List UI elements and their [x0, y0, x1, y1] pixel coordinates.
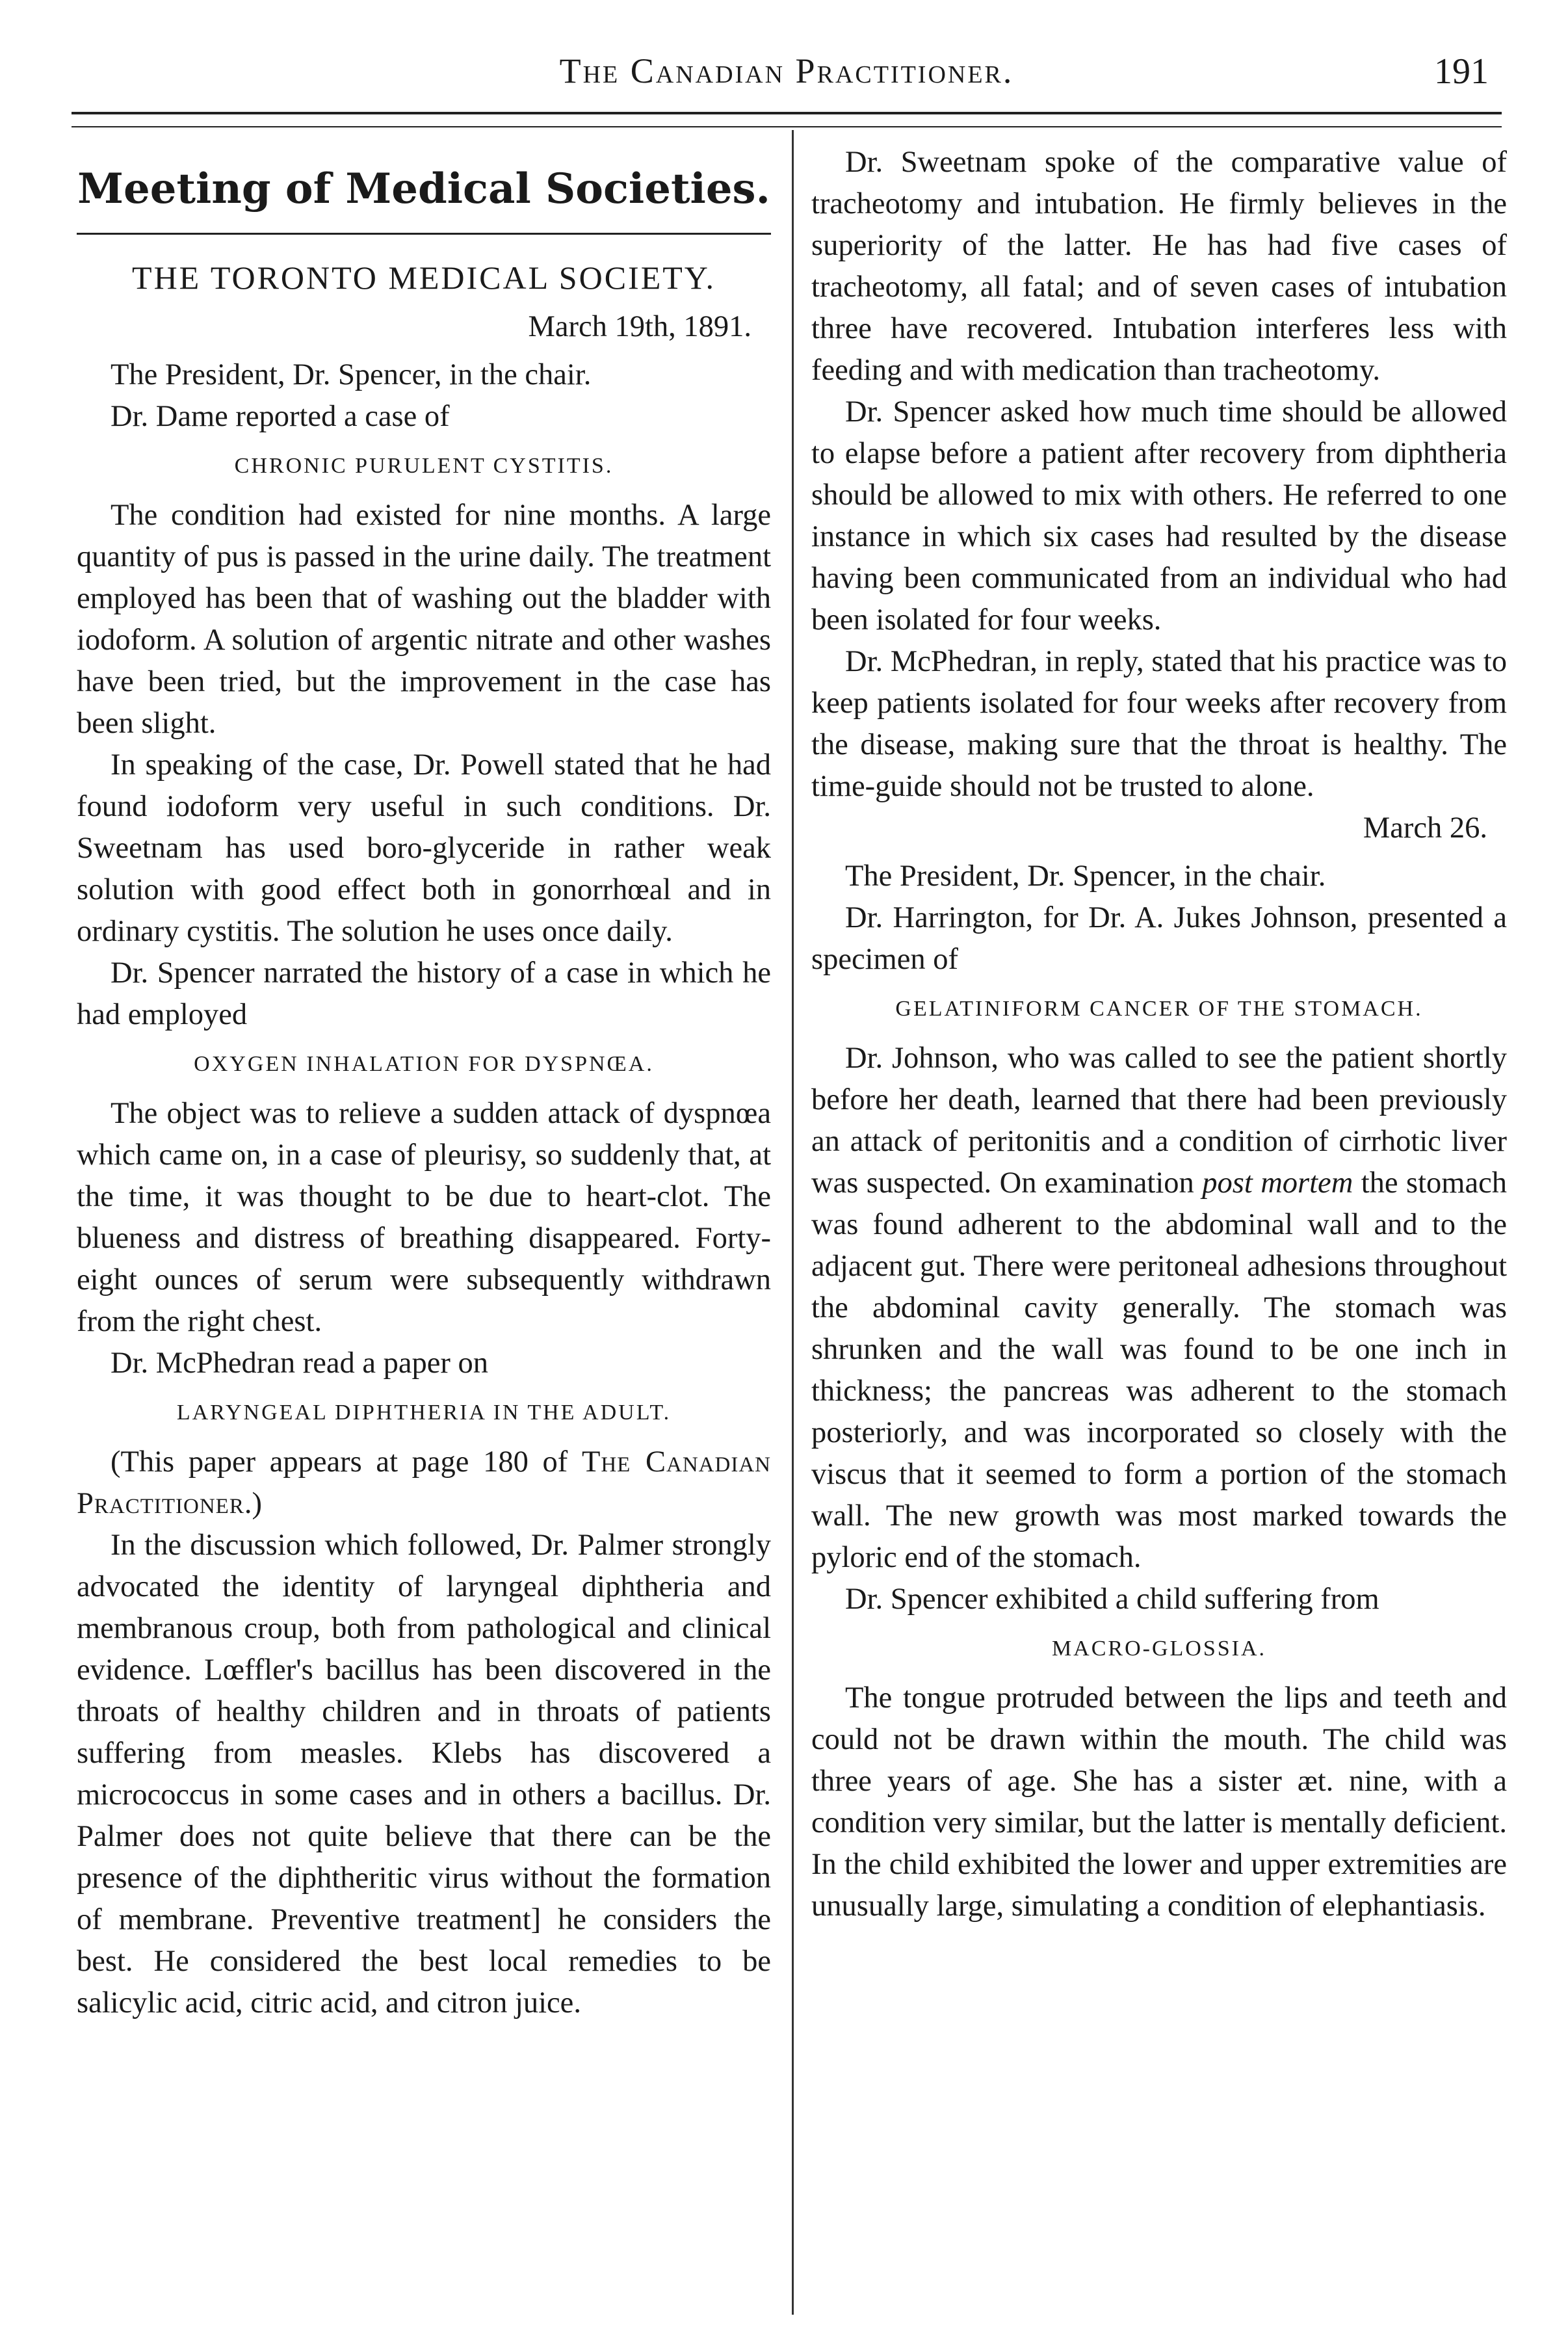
header-rule-thin: [72, 126, 1502, 127]
paragraph: In speaking of the case, Dr. Powell stated that he had found iodoform very useful in such conditions. Dr. Sweetnam has used boro-glyceride in rather weak solution with good effect both in gonorrhœal and in ordinary cystitis. The solution he uses once daily.: [77, 748, 771, 948]
section-title-rule: [77, 233, 771, 235]
text-run: the stomach was found adherent to the abdominal wall and to the adjacent gut. There were peritoneal adhesions throughout the abdominal cavity generally. The stomach was shrunken and the wall was found to be one inch in thickness; the pancreas was adherent to the stomach posteriorly, and was incorporated so closely with the viscus that it seemed to form a portion of the stomach wall. The new growth was most marked towards the pyloric end of the stomach.: [811, 1166, 1507, 1574]
paragraph: The object was to relieve a sudden attack of dyspnœa which came on, in a case of pleurisy, so suddenly that, at the time, it was thought to be due to heart-clot. The blueness and distress of breathing disappeared. Forty-eight ounces of serum were subsequently withdrawn from the right chest.: [77, 1097, 771, 1338]
paragraph: Dr. McPhedran, in reply, stated that his practice was to keep patients isolated for four weeks after recovery from the disease, making sure that the throat is healthy. The time-guide should not be trusted to alone.: [811, 645, 1507, 803]
paragraph: The condition had existed for nine months. A large quantity of pus is passed in the urine daily. The treatment employed has been that of washing out the bladder with iodoform. A solution of argentic nitrate and other washes have been tried, but the improvement in the case has been slight.: [77, 499, 771, 740]
text-run: Dr. Johnson, who was called to see the patient shortly before her death, learned that there had been previously an attack of peritonitis and a condition of cirrhotic liver was suspected. On examination: [811, 1042, 1507, 1200]
society-heading: THE TORONTO MEDICAL SOCIETY.: [132, 259, 716, 296]
paragraph: Dr. Spencer exhibited a child suffering from: [845, 1583, 1379, 1616]
italic-term: post mortem: [1202, 1166, 1353, 1200]
column-divider: [792, 130, 794, 2315]
paragraph: Dr. Sweetnam spoke of the comparative value of tracheotomy and intubation. He firmly believes in the superiority of the latter. He has had five cases of tracheotomy, all fatal; and of seven cases of intubation three have recovered. Intubation interferes less with feeding and with medication than tracheotomy.: [811, 146, 1507, 387]
paragraph: Dr. McPhedran read a paper on: [111, 1347, 489, 1380]
meeting-date: March 26.: [1363, 811, 1487, 845]
case-subheading: MACRO-GLOSSIA.: [1051, 1637, 1267, 1661]
case-subheading: GELATINIFORM CANCER OF THE STOMACH.: [895, 997, 1423, 1021]
paragraph: Dr. Spencer asked how much time should be allowed to elapse before a patient after recovery from diphtheria should be allowed to mix with others. He referred to one instance in which six cases had resulted by the disease having been communicated from an individual who had been isolated for four weeks.: [811, 395, 1507, 637]
text-run: .): [244, 1487, 262, 1520]
left-column: [77, 142, 771, 2024]
right-column: [811, 142, 1507, 1927]
paragraph: The President, Dr. Spencer, in the chair.: [845, 860, 1326, 893]
text-run: (This paper appears at page 180 of: [111, 1445, 582, 1479]
paragraph: [77, 1441, 771, 1525]
paragraph: The tongue protruded between the lips and teeth and could not be drawn within the mouth. The child was three years of age. She has a sister æt. nine, with a condition very similar, but the latter is mentally deficient. In the child exhibited the lower and upper extremities are unusually large, simulating a condition of elephantiasis.: [811, 1681, 1507, 1923]
section-title: Meeting of Medical Societies.: [77, 164, 770, 213]
meeting-date: March 19th, 1891.: [528, 310, 751, 343]
paragraph: In the discussion which followed, Dr. Palmer strongly advocated the identity of laryngeal diphtheria and membranous croup, both from pathological and clinical evidence. Lœffler's bacillus has been discovered in the throats of healthy children and in throats of patients suffering from measles. Klebs has discovered a micrococcus in some cases and in others a bacillus. Dr. Palmer does not quite believe that there can be the presence of the diphtheritic virus without the formation of membrane. Preventive treatment] he considers the best. He considered the best local remedies to be salicylic acid, citric acid, and citron juice.: [77, 1529, 771, 2020]
paragraph: Dr. Harrington, for Dr. A. Jukes Johnson, presented a specimen of: [811, 901, 1507, 976]
case-subheading: LARYNGEAL DIPHTHERIA IN THE ADULT.: [176, 1401, 672, 1425]
running-head: [72, 51, 1502, 103]
case-subheading: OXYGEN INHALATION FOR DYSPNŒA.: [194, 1052, 654, 1076]
paragraph: [811, 1038, 1507, 1579]
paragraph: Dr. Dame reported a case of: [111, 400, 450, 433]
case-subheading: CHRONIC PURULENT CYSTITIS.: [234, 454, 614, 478]
paragraph: The President, Dr. Spencer, in the chair.: [111, 358, 592, 391]
header-rule-thick: [72, 112, 1502, 114]
journal-title: The Canadian Practitioner.: [559, 51, 1014, 90]
journal-name-smallcaps: The Canadian Practitioner: [77, 1445, 771, 1520]
paragraph: Dr. Spencer narrated the history of a case in which he had employed: [77, 956, 771, 1031]
page-number: 191: [1434, 51, 1489, 92]
